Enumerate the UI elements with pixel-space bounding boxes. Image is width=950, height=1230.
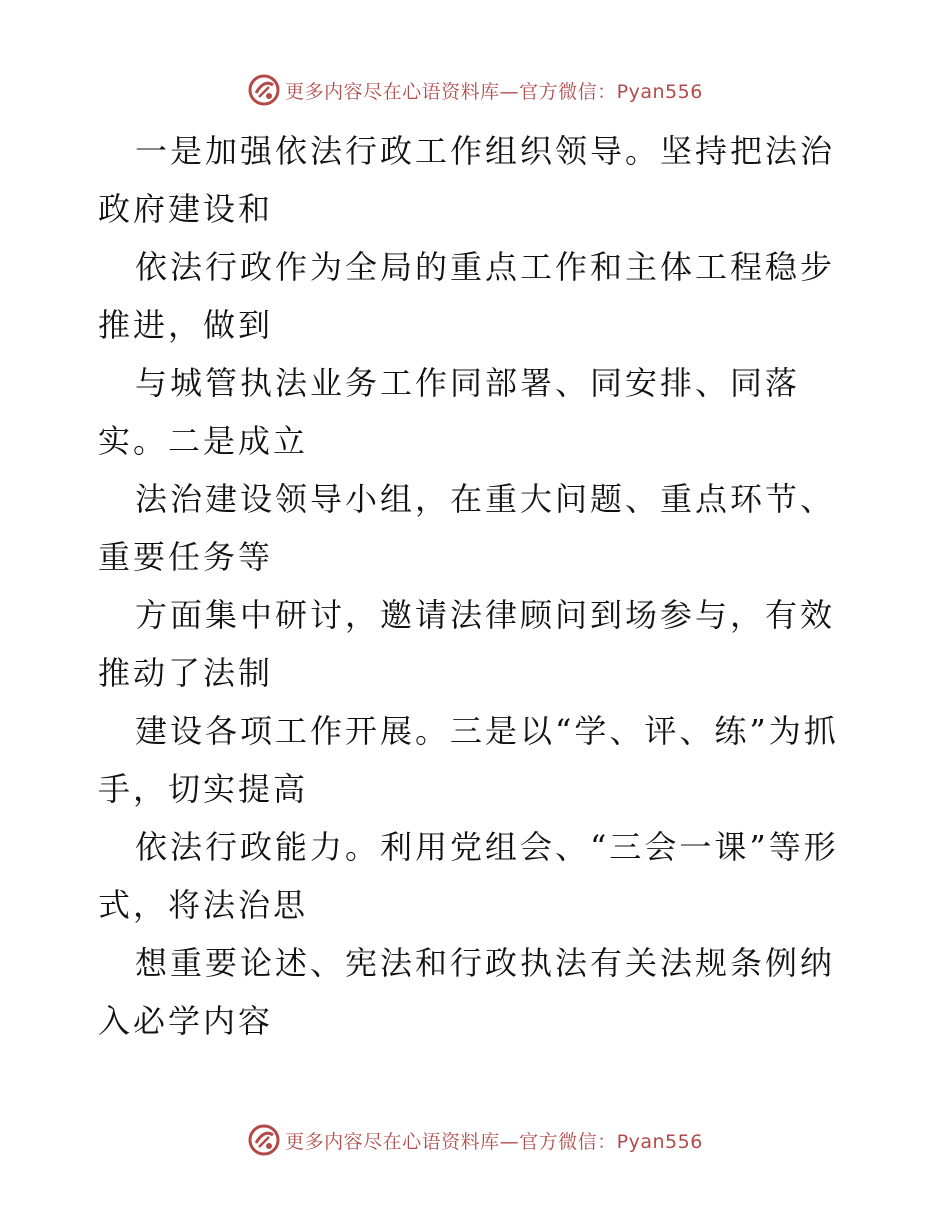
paragraph: 依法行政作为全局的重点工作和主体工程稳步推进，做到: [98, 248, 836, 344]
document-body: [98, 122, 858, 1050]
paragraph: 法治建设领导小组，在重大问题、重点环节、重要任务等: [98, 480, 836, 576]
paragraph: 与城管执法业务工作同部署、同安排、同落实。二是成立: [98, 364, 801, 460]
paragraph: 想重要论述、宪法和行政执法有关法规条例纳入必学内容: [98, 944, 836, 1040]
watermark-text: 更多内容尽在心语资料库—官方微信：Pyan556: [285, 1130, 703, 1153]
paragraph: 依法行政能力。利用党组会、“三会一课”等形式，将法治思: [98, 828, 839, 924]
paragraph: 建设各项工作开展。三是以“学、评、练”为抓手，切实提高: [98, 712, 839, 808]
watermark-text: 更多内容尽在心语资料库—官方微信：Pyan556: [285, 80, 703, 103]
paragraph: 一是加强依法行政工作组织领导。坚持把法治政府建设和: [98, 132, 836, 228]
seal-logo-icon: [247, 1123, 281, 1157]
seal-logo-icon: [247, 73, 281, 107]
paragraph: 方面集中研讨，邀请法律顾问到场参与，有效推动了法制: [98, 596, 836, 692]
footer-watermark: [0, 1120, 950, 1160]
header-watermark: [0, 70, 950, 110]
